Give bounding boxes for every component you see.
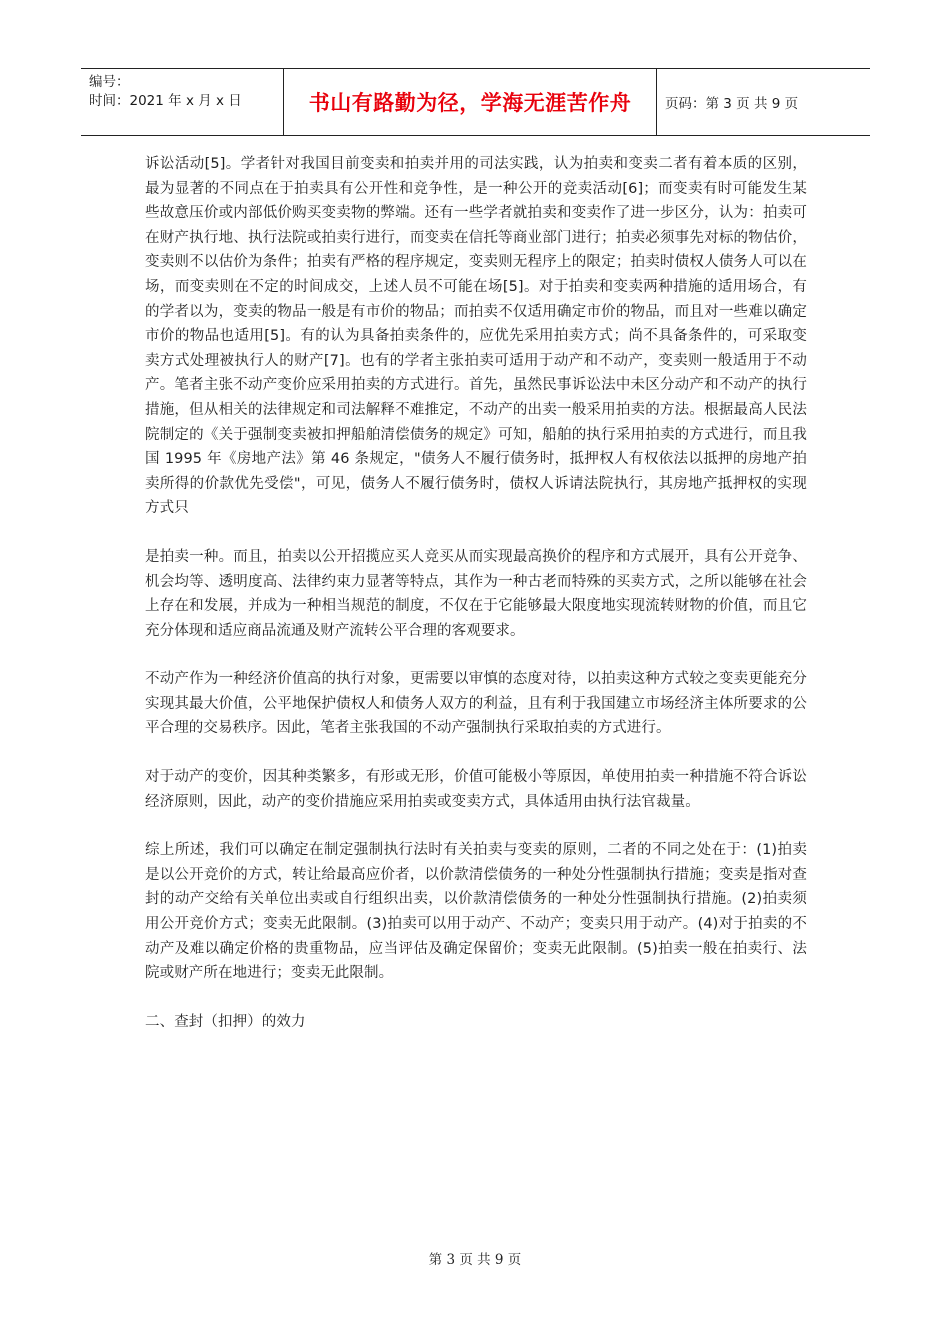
- body-paragraph: 不动产作为一种经济价值高的执行对象，更需要以审慎的态度对待，以拍卖这种方式较之变卖更能充分实现其最大价值，公平地保护债权人和债务人双方的利益，且有利于我国建立市场经济主体所要求的公平合理的交易秩序。因此，笔者主张我国的不动产强制执行采取拍卖的方式进行。: [145, 671, 807, 737]
- body-paragraph: 综上所述，我们可以确定在制定强制执行法时有关拍卖与变卖的原则，二者的不同之处在于：(1)拍卖是以公开竞价的方式，转让给最高应价者，以价款清偿债务的一种处分性强制执行措施；变卖是指对查封的动产交给有关单位出卖或自行组织出卖，以价款清偿债务的一种处分性强制执行措施。(2)拍卖须用公开竞价方式；变卖无此限制。(3)拍卖可以用于动产、不动产；变卖只用于动产。(4)对于拍卖的不动产及难以确定价格的贵重物品，应当评估及确定保留价；变卖无此限制。(5)拍卖一般在拍卖行、法院或财产所在地进行；变卖无此限制。: [145, 842, 807, 982]
- document-number-label: 编号：: [89, 74, 130, 90]
- section-heading: 二、查封（扣押）的效力: [145, 1013, 306, 1030]
- document-body: [145, 152, 807, 1058]
- page-footer: 第 3 页 共 9 页: [428, 1252, 522, 1268]
- header-motto: 书山有路勤为径，学海无涯苦作舟: [284, 69, 657, 135]
- body-paragraph: 是拍卖一种。而且，拍卖以公开招揽应买人竞买从而实现最高换价的程序和方式展开，具有公开竞争、机会均等、透明度高、法律约束力显著等特点，其作为一种古老而特殊的买卖方式，之所以能够在社会上存在和发展，并成为一种相当规范的制度，不仅在于它能够最大限度地实现流转财物的价值，而且它充分体现和适应商品流通及财产流转公平合理的客观要求。: [145, 548, 807, 639]
- page-header: [81, 68, 870, 136]
- body-paragraph: 诉讼活动[5]。学者针对我国目前变卖和拍卖并用的司法实践，认为拍卖和变卖二者有着本质的区别，最为显著的不同点在于拍卖具有公开性和竞争性，是一种公开的竞卖活动[6]；而变卖有时可能发生某些故意压价或内部低价购买变卖物的弊端。还有一些学者就拍卖和变卖作了进一步区分，认为：拍卖可在财产执行地、执行法院或拍卖行进行，而变卖在信托等商业部门进行；拍卖必须事先对标的物估价，变卖则不以估价为条件；拍卖有严格的程序规定，变卖则无程序上的限定；拍卖时债权人债务人可以在场，而变卖则在不定的时间成交，上述人员不可能在场[5]。对于拍卖和变卖两种措施的适用场合，有的学者以为，变卖的物品一般是有市价的物品；而拍卖不仅适用确定市价的物品，而且对一些难以确定市价的物品也适用[5]。有的认为具备拍卖条件的，应优先采用拍卖方式；尚不具备条件的，可采取变卖方式处理被执行人的财产[7]。也有的学者主张拍卖可适用于动产和不动产，变卖则一般适用于不动产。笔者主张不动产变价应采用拍卖的方式进行。首先，虽然民事诉讼法中未区分动产和不动产的执行措施，但从相关的法律规定和司法解释不难推定，不动产的出卖一般采用拍卖的方法。根据最高人民法院制定的《关于强制变卖被扣押船舶清偿债务的规定》可知，船舶的执行采用拍卖的方式进行，而且我国 1995 年《房地产法》第 46 条规定，"债务人不履行债务时，抵押权人有权依法以抵押的房地产拍卖所得的价款优先受偿"，可见，债务人不履行债务时，债权人诉请法院执行，其房地产抵押权的实现方式只: [145, 156, 807, 517]
- document-time-label: 时间：2021 年 x 月 x 日: [89, 93, 242, 109]
- header-meta: [81, 69, 284, 135]
- body-paragraph: 对于动产的变价，因其种类繁多，有形或无形，价值可能极小等原因，单使用拍卖一种措施不符合诉讼经济原则，因此，动产的变价措施应采用拍卖或变卖方式，具体适用由执行法官裁量。: [145, 769, 807, 810]
- header-page-number: 页码：第 3 页 共 9 页: [665, 96, 799, 112]
